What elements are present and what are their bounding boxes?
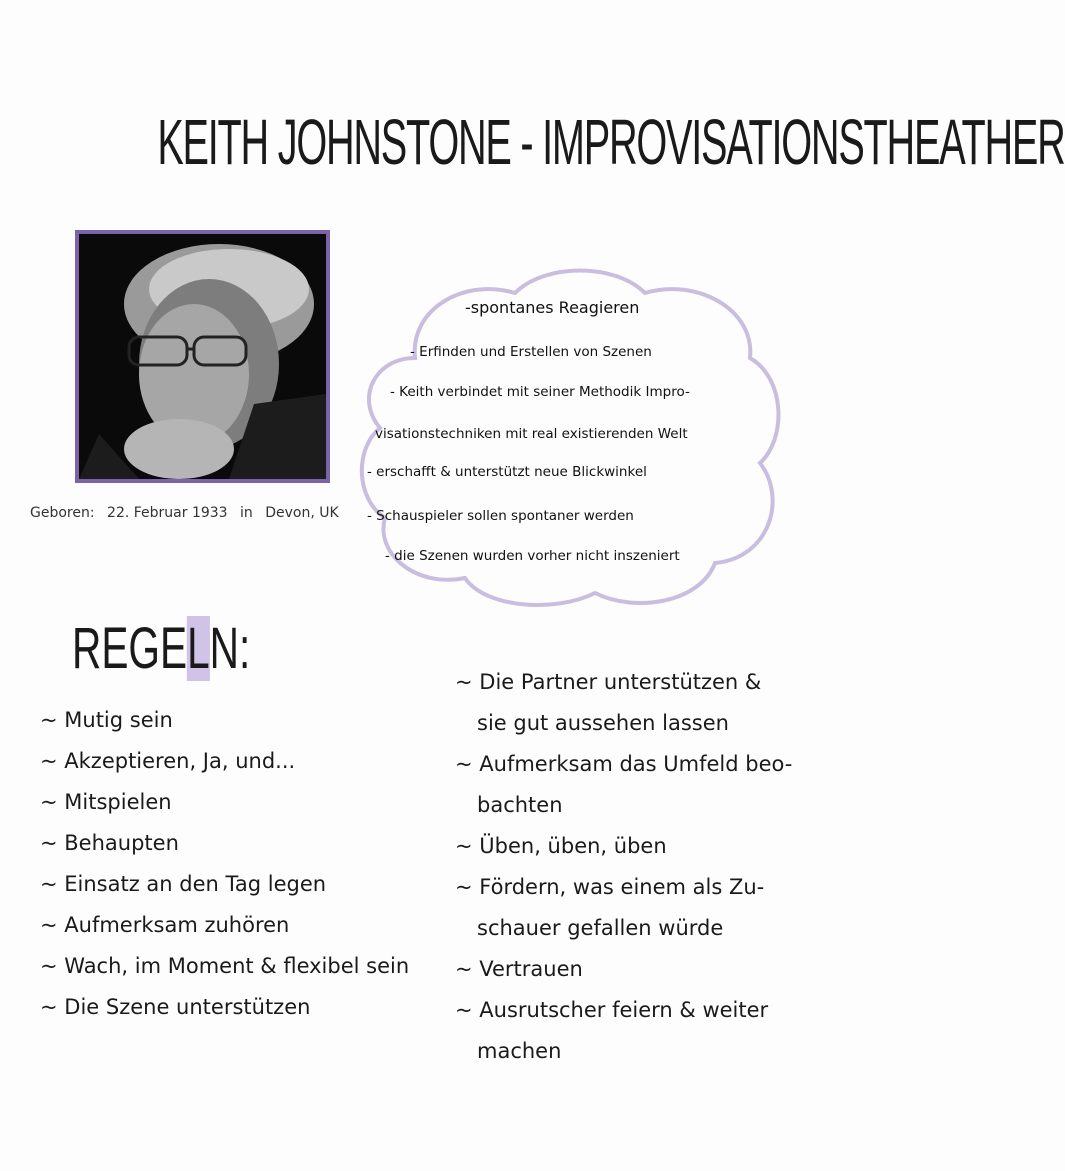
facts-cloud [355,268,785,618]
birth-info [30,505,347,521]
cloud-line-6: - Schauspieler sollen spontaner werden [367,508,634,524]
cloud-line-4: visationstechniken mit real existierenden Welt [375,426,688,442]
list-item: ~ Die Szene unterstützen [40,995,311,1019]
list-item: ~ Wach, im Moment & flexibel sein [40,954,410,978]
portrait-photo [75,230,330,483]
born-connector: in [240,505,253,521]
cloud-line-7: - die Szenen wurden vorher nicht inszeniert [385,548,680,564]
list-item: ~ Üben, üben, üben [455,834,667,858]
list-item: machen [477,1039,562,1063]
born-place: Devon, UK [265,505,339,521]
list-item: ~ Mitspielen [40,790,172,814]
cloud-line-3: - Keith verbindet mit seiner Methodik Impro- [390,384,690,400]
list-item: ~ Mutig sein [40,708,173,732]
cloud-outline [355,268,785,618]
list-item: sie gut aussehen lassen [477,711,729,735]
cloud-line-1: -spontanes Reagieren [465,298,640,317]
cloud-line-5: - erschafft & unterstützt neue Blickwinkel [367,464,647,480]
portrait-illustration [79,234,326,479]
rules-heading [72,616,251,681]
born-date: 22. Februar 1933 [107,505,228,521]
list-item: ~ Ausrutscher feiern & weiter [455,998,769,1022]
page-title: KEITH JOHNSTONE - IMPROVISATIONSTHEATHER [157,106,1065,178]
list-item: ~ Aufmerksam zuhören [40,913,290,937]
born-label: Geboren: [30,505,95,521]
list-item: ~ Aufmerksam das Umfeld beo- [455,752,793,776]
rules-heading-highlight: L [187,616,210,681]
list-item: ~ Fördern, was einem als Zu- [455,875,765,899]
list-item: ~ Akzeptieren, Ja, und... [40,749,296,773]
list-item: bachten [477,793,563,817]
list-item: ~ Die Partner unterstützen & [455,670,762,694]
list-item: ~ Einsatz an den Tag legen [40,872,327,896]
rules-left-list [40,700,409,1028]
list-item: schauer gefallen würde [477,916,724,940]
list-item: ~ Behaupten [40,831,179,855]
rules-heading-part-a: REGE [72,616,188,681]
list-item: ~ Vertrauen [455,957,583,981]
cloud-line-2: - Erfinden und Erstellen von Szenen [410,344,652,360]
rules-heading-part-b: N: [209,616,251,681]
rules-right-list [455,662,792,1072]
